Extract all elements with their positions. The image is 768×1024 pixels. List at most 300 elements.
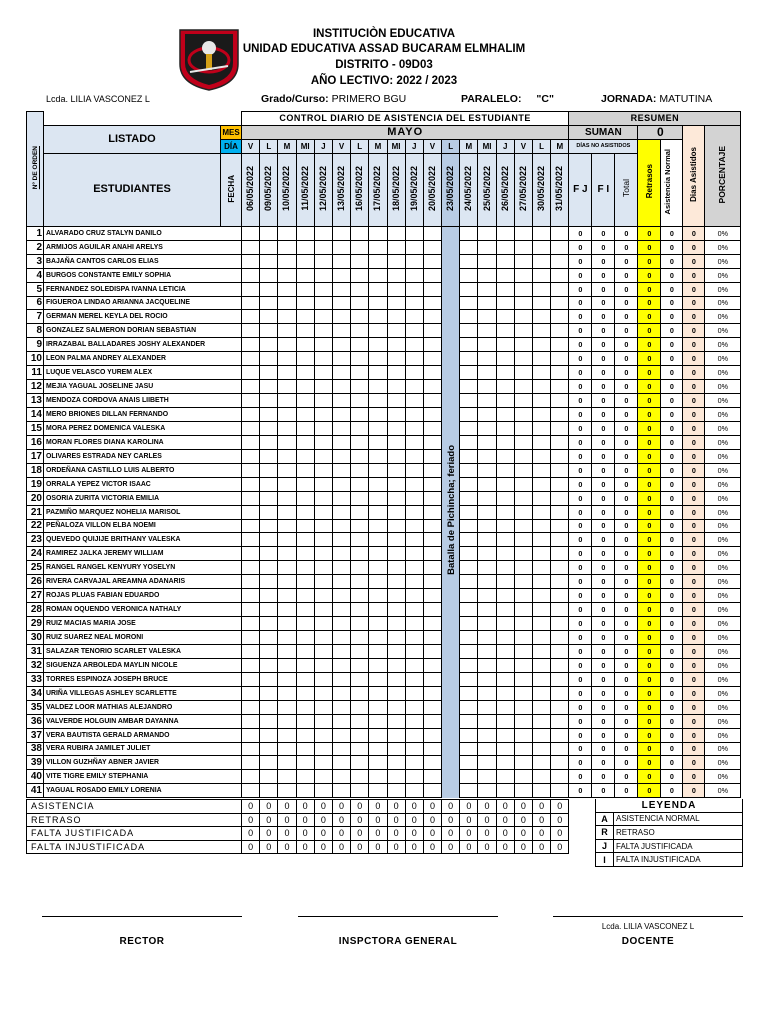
attendance-cell[interactable] [496, 644, 514, 658]
attendance-cell[interactable] [278, 310, 296, 324]
attendance-cell[interactable] [387, 575, 405, 589]
attendance-cell[interactable] [369, 575, 387, 589]
attendance-cell[interactable] [314, 477, 332, 491]
attendance-cell[interactable] [314, 366, 332, 380]
attendance-cell[interactable] [460, 491, 478, 505]
attendance-cell[interactable] [496, 658, 514, 672]
attendance-cell[interactable] [423, 491, 441, 505]
attendance-cell[interactable] [460, 352, 478, 366]
attendance-cell[interactable] [278, 603, 296, 617]
attendance-cell[interactable] [369, 561, 387, 575]
attendance-cell[interactable] [533, 254, 551, 268]
attendance-cell[interactable] [496, 226, 514, 240]
attendance-cell[interactable] [387, 352, 405, 366]
attendance-cell[interactable] [478, 686, 496, 700]
attendance-cell[interactable] [332, 658, 350, 672]
attendance-cell[interactable] [369, 547, 387, 561]
attendance-cell[interactable] [351, 700, 369, 714]
attendance-cell[interactable] [514, 547, 532, 561]
attendance-cell[interactable] [296, 394, 314, 408]
attendance-cell[interactable] [423, 408, 441, 422]
attendance-cell[interactable] [314, 700, 332, 714]
attendance-cell[interactable] [242, 254, 260, 268]
attendance-cell[interactable] [442, 686, 460, 700]
attendance-cell[interactable] [260, 408, 278, 422]
attendance-cell[interactable] [260, 658, 278, 672]
attendance-cell[interactable] [369, 617, 387, 631]
attendance-cell[interactable] [369, 352, 387, 366]
attendance-cell[interactable] [533, 533, 551, 547]
attendance-cell[interactable] [514, 477, 532, 491]
attendance-cell[interactable] [296, 784, 314, 798]
attendance-cell[interactable] [387, 770, 405, 784]
attendance-cell[interactable] [442, 603, 460, 617]
attendance-cell[interactable] [278, 240, 296, 254]
attendance-cell[interactable] [314, 310, 332, 324]
attendance-cell[interactable] [533, 784, 551, 798]
attendance-cell[interactable] [314, 491, 332, 505]
attendance-cell[interactable] [442, 380, 460, 394]
attendance-cell[interactable] [405, 268, 423, 282]
attendance-cell[interactable] [478, 421, 496, 435]
attendance-cell[interactable] [278, 324, 296, 338]
attendance-cell[interactable] [551, 742, 569, 756]
attendance-cell[interactable] [278, 435, 296, 449]
attendance-cell[interactable] [533, 561, 551, 575]
attendance-cell[interactable] [460, 240, 478, 254]
attendance-cell[interactable] [551, 505, 569, 519]
attendance-cell[interactable] [442, 254, 460, 268]
attendance-cell[interactable] [242, 310, 260, 324]
attendance-cell[interactable] [387, 686, 405, 700]
attendance-cell[interactable] [460, 533, 478, 547]
attendance-cell[interactable] [278, 226, 296, 240]
attendance-cell[interactable] [351, 644, 369, 658]
attendance-cell[interactable] [533, 296, 551, 310]
attendance-cell[interactable] [460, 644, 478, 658]
attendance-cell[interactable] [278, 449, 296, 463]
attendance-cell[interactable] [405, 617, 423, 631]
attendance-cell[interactable] [351, 617, 369, 631]
attendance-cell[interactable] [278, 491, 296, 505]
attendance-cell[interactable] [369, 672, 387, 686]
attendance-cell[interactable] [369, 296, 387, 310]
attendance-cell[interactable] [242, 463, 260, 477]
attendance-cell[interactable] [405, 226, 423, 240]
attendance-cell[interactable] [533, 672, 551, 686]
attendance-cell[interactable] [296, 463, 314, 477]
attendance-cell[interactable] [369, 435, 387, 449]
attendance-cell[interactable] [533, 742, 551, 756]
attendance-cell[interactable] [496, 742, 514, 756]
attendance-cell[interactable] [478, 505, 496, 519]
attendance-cell[interactable] [423, 226, 441, 240]
attendance-cell[interactable] [332, 463, 350, 477]
attendance-cell[interactable] [351, 394, 369, 408]
attendance-cell[interactable] [533, 324, 551, 338]
attendance-cell[interactable] [242, 268, 260, 282]
attendance-cell[interactable] [423, 463, 441, 477]
attendance-cell[interactable] [296, 672, 314, 686]
attendance-cell[interactable] [478, 561, 496, 575]
attendance-cell[interactable] [533, 770, 551, 784]
attendance-cell[interactable] [387, 435, 405, 449]
attendance-cell[interactable] [551, 282, 569, 296]
attendance-cell[interactable] [296, 533, 314, 547]
attendance-cell[interactable] [332, 547, 350, 561]
attendance-cell[interactable] [478, 728, 496, 742]
attendance-cell[interactable] [496, 449, 514, 463]
attendance-cell[interactable] [496, 491, 514, 505]
attendance-cell[interactable] [369, 226, 387, 240]
attendance-cell[interactable] [332, 268, 350, 282]
attendance-cell[interactable] [332, 449, 350, 463]
attendance-cell[interactable] [296, 240, 314, 254]
attendance-cell[interactable] [496, 463, 514, 477]
attendance-cell[interactable] [496, 338, 514, 352]
attendance-cell[interactable] [405, 254, 423, 268]
attendance-cell[interactable] [278, 658, 296, 672]
attendance-cell[interactable] [351, 631, 369, 645]
attendance-cell[interactable] [260, 366, 278, 380]
attendance-cell[interactable] [442, 296, 460, 310]
attendance-cell[interactable] [296, 352, 314, 366]
attendance-cell[interactable] [332, 366, 350, 380]
attendance-cell[interactable] [332, 644, 350, 658]
attendance-cell[interactable] [278, 714, 296, 728]
attendance-cell[interactable] [551, 268, 569, 282]
attendance-cell[interactable] [405, 561, 423, 575]
attendance-cell[interactable] [314, 324, 332, 338]
attendance-cell[interactable] [423, 644, 441, 658]
attendance-cell[interactable] [478, 575, 496, 589]
attendance-cell[interactable] [423, 254, 441, 268]
attendance-cell[interactable] [314, 352, 332, 366]
attendance-cell[interactable] [387, 463, 405, 477]
attendance-cell[interactable] [387, 380, 405, 394]
attendance-cell[interactable] [278, 589, 296, 603]
attendance-cell[interactable] [460, 463, 478, 477]
attendance-cell[interactable] [496, 631, 514, 645]
attendance-cell[interactable] [260, 338, 278, 352]
attendance-cell[interactable] [514, 338, 532, 352]
attendance-cell[interactable] [260, 449, 278, 463]
attendance-cell[interactable] [405, 756, 423, 770]
attendance-cell[interactable] [496, 756, 514, 770]
attendance-cell[interactable] [332, 240, 350, 254]
attendance-cell[interactable] [514, 435, 532, 449]
attendance-cell[interactable] [514, 617, 532, 631]
attendance-cell[interactable] [478, 644, 496, 658]
attendance-cell[interactable] [369, 338, 387, 352]
attendance-cell[interactable] [496, 296, 514, 310]
attendance-cell[interactable] [478, 756, 496, 770]
attendance-cell[interactable] [296, 561, 314, 575]
attendance-cell[interactable] [260, 533, 278, 547]
attendance-cell[interactable] [533, 547, 551, 561]
attendance-cell[interactable] [351, 672, 369, 686]
attendance-cell[interactable] [351, 477, 369, 491]
attendance-cell[interactable] [405, 477, 423, 491]
attendance-cell[interactable] [514, 561, 532, 575]
attendance-cell[interactable] [460, 380, 478, 394]
attendance-cell[interactable] [387, 700, 405, 714]
attendance-cell[interactable] [551, 477, 569, 491]
attendance-cell[interactable] [496, 770, 514, 784]
attendance-cell[interactable] [442, 631, 460, 645]
attendance-cell[interactable] [496, 672, 514, 686]
attendance-cell[interactable] [332, 742, 350, 756]
attendance-cell[interactable] [278, 421, 296, 435]
attendance-cell[interactable] [423, 380, 441, 394]
attendance-cell[interactable] [351, 240, 369, 254]
attendance-cell[interactable] [423, 728, 441, 742]
attendance-cell[interactable] [278, 575, 296, 589]
attendance-cell[interactable] [387, 533, 405, 547]
attendance-cell[interactable] [478, 366, 496, 380]
attendance-cell[interactable] [260, 714, 278, 728]
attendance-cell[interactable] [351, 463, 369, 477]
attendance-cell[interactable] [332, 505, 350, 519]
attendance-cell[interactable] [423, 296, 441, 310]
attendance-cell[interactable] [496, 352, 514, 366]
attendance-cell[interactable] [242, 603, 260, 617]
attendance-cell[interactable] [478, 477, 496, 491]
attendance-cell[interactable] [442, 338, 460, 352]
attendance-cell[interactable] [351, 310, 369, 324]
attendance-cell[interactable] [551, 589, 569, 603]
attendance-cell[interactable] [351, 603, 369, 617]
attendance-cell[interactable] [387, 477, 405, 491]
attendance-cell[interactable] [478, 714, 496, 728]
attendance-cell[interactable] [332, 561, 350, 575]
attendance-cell[interactable] [296, 519, 314, 533]
attendance-cell[interactable] [278, 728, 296, 742]
attendance-cell[interactable] [351, 421, 369, 435]
attendance-cell[interactable] [314, 435, 332, 449]
attendance-cell[interactable] [278, 254, 296, 268]
attendance-cell[interactable] [314, 519, 332, 533]
attendance-cell[interactable] [296, 254, 314, 268]
attendance-cell[interactable] [514, 603, 532, 617]
attendance-cell[interactable] [296, 756, 314, 770]
attendance-cell[interactable] [369, 491, 387, 505]
attendance-cell[interactable] [387, 672, 405, 686]
attendance-cell[interactable] [296, 477, 314, 491]
attendance-cell[interactable] [387, 324, 405, 338]
attendance-cell[interactable] [260, 421, 278, 435]
attendance-cell[interactable] [242, 672, 260, 686]
attendance-cell[interactable] [260, 547, 278, 561]
attendance-cell[interactable] [314, 547, 332, 561]
attendance-cell[interactable] [514, 226, 532, 240]
attendance-cell[interactable] [496, 254, 514, 268]
attendance-cell[interactable] [533, 310, 551, 324]
attendance-cell[interactable] [314, 282, 332, 296]
attendance-cell[interactable] [551, 338, 569, 352]
attendance-cell[interactable] [442, 658, 460, 672]
attendance-cell[interactable] [369, 505, 387, 519]
attendance-cell[interactable] [551, 561, 569, 575]
attendance-cell[interactable] [514, 324, 532, 338]
attendance-cell[interactable] [496, 784, 514, 798]
attendance-cell[interactable] [369, 254, 387, 268]
attendance-cell[interactable] [496, 533, 514, 547]
attendance-cell[interactable] [260, 463, 278, 477]
attendance-cell[interactable] [296, 770, 314, 784]
attendance-cell[interactable] [278, 282, 296, 296]
attendance-cell[interactable] [387, 756, 405, 770]
attendance-cell[interactable] [278, 742, 296, 756]
attendance-cell[interactable] [314, 463, 332, 477]
attendance-cell[interactable] [369, 700, 387, 714]
attendance-cell[interactable] [533, 491, 551, 505]
attendance-cell[interactable] [387, 366, 405, 380]
attendance-cell[interactable] [478, 282, 496, 296]
attendance-cell[interactable] [332, 575, 350, 589]
attendance-cell[interactable] [551, 644, 569, 658]
attendance-cell[interactable] [533, 617, 551, 631]
attendance-cell[interactable] [551, 770, 569, 784]
attendance-cell[interactable] [314, 672, 332, 686]
attendance-cell[interactable] [260, 268, 278, 282]
attendance-cell[interactable] [460, 394, 478, 408]
attendance-cell[interactable] [369, 742, 387, 756]
attendance-cell[interactable] [278, 296, 296, 310]
attendance-cell[interactable] [332, 352, 350, 366]
attendance-cell[interactable] [551, 603, 569, 617]
attendance-cell[interactable] [423, 282, 441, 296]
attendance-cell[interactable] [351, 756, 369, 770]
attendance-cell[interactable] [533, 756, 551, 770]
attendance-cell[interactable] [242, 421, 260, 435]
attendance-cell[interactable] [514, 519, 532, 533]
attendance-cell[interactable] [242, 533, 260, 547]
attendance-cell[interactable] [423, 338, 441, 352]
attendance-cell[interactable] [278, 631, 296, 645]
attendance-cell[interactable] [260, 561, 278, 575]
attendance-cell[interactable] [351, 408, 369, 422]
attendance-cell[interactable] [478, 394, 496, 408]
attendance-cell[interactable] [242, 742, 260, 756]
attendance-cell[interactable] [369, 658, 387, 672]
attendance-cell[interactable] [260, 686, 278, 700]
attendance-cell[interactable] [278, 770, 296, 784]
attendance-cell[interactable] [314, 644, 332, 658]
attendance-cell[interactable] [551, 394, 569, 408]
attendance-cell[interactable] [460, 310, 478, 324]
attendance-cell[interactable] [478, 491, 496, 505]
attendance-cell[interactable] [278, 547, 296, 561]
attendance-cell[interactable] [260, 352, 278, 366]
attendance-cell[interactable] [314, 631, 332, 645]
attendance-cell[interactable] [260, 435, 278, 449]
attendance-cell[interactable] [260, 631, 278, 645]
attendance-cell[interactable] [478, 449, 496, 463]
attendance-cell[interactable] [242, 240, 260, 254]
attendance-cell[interactable] [369, 589, 387, 603]
attendance-cell[interactable] [460, 547, 478, 561]
attendance-cell[interactable] [332, 631, 350, 645]
attendance-cell[interactable] [423, 631, 441, 645]
attendance-cell[interactable] [296, 310, 314, 324]
attendance-cell[interactable] [460, 366, 478, 380]
attendance-cell[interactable] [460, 742, 478, 756]
attendance-cell[interactable] [405, 296, 423, 310]
attendance-cell[interactable] [478, 310, 496, 324]
attendance-cell[interactable] [260, 728, 278, 742]
attendance-cell[interactable] [260, 477, 278, 491]
attendance-cell[interactable] [242, 324, 260, 338]
attendance-cell[interactable] [351, 338, 369, 352]
attendance-cell[interactable] [314, 408, 332, 422]
attendance-cell[interactable] [442, 728, 460, 742]
attendance-cell[interactable] [551, 491, 569, 505]
attendance-cell[interactable] [496, 575, 514, 589]
attendance-cell[interactable] [351, 589, 369, 603]
attendance-cell[interactable] [296, 575, 314, 589]
attendance-cell[interactable] [332, 324, 350, 338]
attendance-cell[interactable] [260, 519, 278, 533]
attendance-cell[interactable] [514, 408, 532, 422]
attendance-cell[interactable] [478, 463, 496, 477]
attendance-cell[interactable] [332, 421, 350, 435]
attendance-cell[interactable] [405, 784, 423, 798]
attendance-cell[interactable] [387, 561, 405, 575]
attendance-cell[interactable] [278, 352, 296, 366]
attendance-cell[interactable] [260, 770, 278, 784]
attendance-cell[interactable] [478, 408, 496, 422]
attendance-cell[interactable] [242, 700, 260, 714]
attendance-cell[interactable] [387, 519, 405, 533]
attendance-cell[interactable] [332, 254, 350, 268]
attendance-cell[interactable] [423, 658, 441, 672]
attendance-cell[interactable] [387, 240, 405, 254]
attendance-cell[interactable] [405, 282, 423, 296]
attendance-cell[interactable] [260, 742, 278, 756]
attendance-cell[interactable] [405, 408, 423, 422]
attendance-cell[interactable] [242, 617, 260, 631]
attendance-cell[interactable] [405, 449, 423, 463]
attendance-cell[interactable] [387, 282, 405, 296]
attendance-cell[interactable] [332, 784, 350, 798]
attendance-cell[interactable] [351, 352, 369, 366]
attendance-cell[interactable] [242, 282, 260, 296]
attendance-cell[interactable] [533, 421, 551, 435]
attendance-cell[interactable] [314, 742, 332, 756]
attendance-cell[interactable] [496, 589, 514, 603]
attendance-cell[interactable] [351, 296, 369, 310]
attendance-cell[interactable] [533, 226, 551, 240]
attendance-cell[interactable] [242, 756, 260, 770]
attendance-cell[interactable] [314, 338, 332, 352]
attendance-cell[interactable] [369, 714, 387, 728]
attendance-cell[interactable] [551, 533, 569, 547]
attendance-cell[interactable] [260, 756, 278, 770]
attendance-cell[interactable] [278, 784, 296, 798]
attendance-cell[interactable] [369, 310, 387, 324]
attendance-cell[interactable] [496, 282, 514, 296]
attendance-cell[interactable] [296, 268, 314, 282]
attendance-cell[interactable] [514, 449, 532, 463]
attendance-cell[interactable] [278, 366, 296, 380]
attendance-cell[interactable] [496, 714, 514, 728]
attendance-cell[interactable] [296, 505, 314, 519]
attendance-cell[interactable] [260, 296, 278, 310]
attendance-cell[interactable] [442, 282, 460, 296]
attendance-cell[interactable] [242, 561, 260, 575]
attendance-cell[interactable] [514, 575, 532, 589]
